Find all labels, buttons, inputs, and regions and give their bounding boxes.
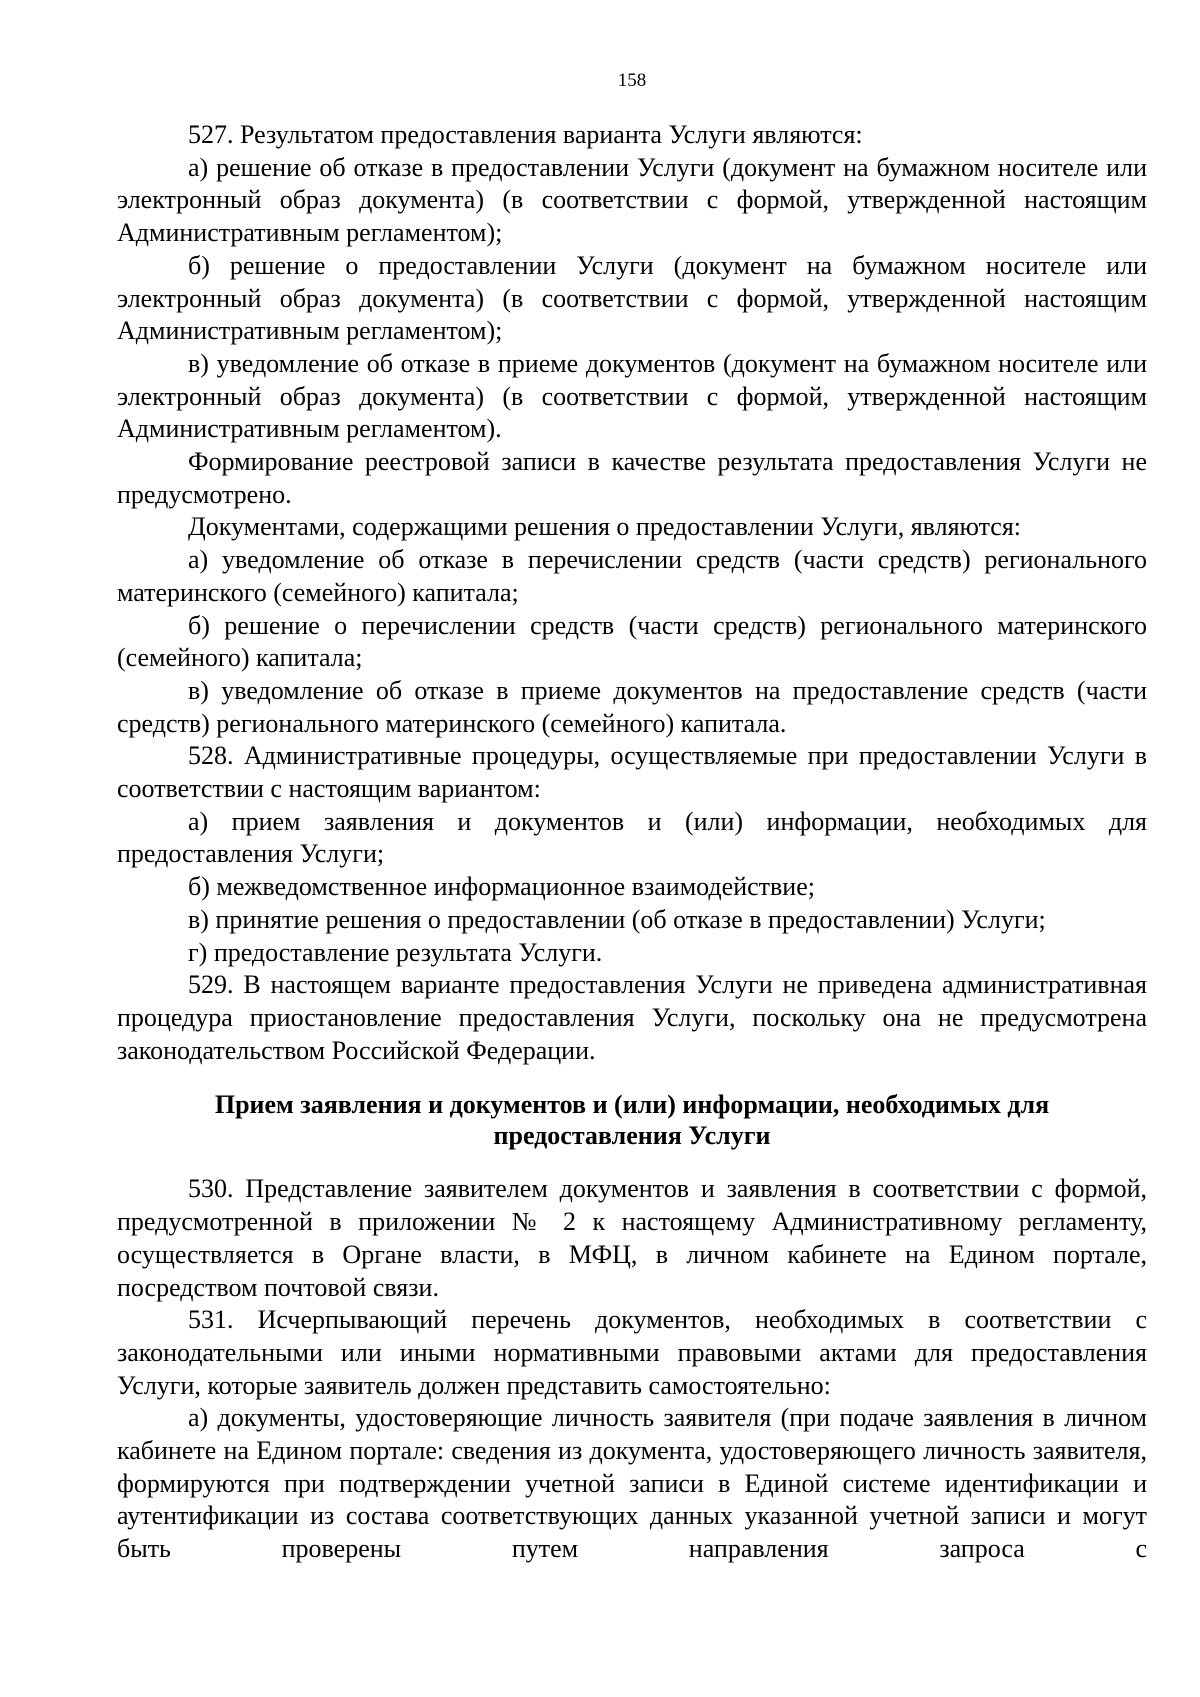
paragraph-528-b: б) межведомственное информационное взаимодействие; bbox=[188, 872, 815, 902]
page-number: 158 bbox=[617, 70, 647, 91]
paragraph-decision-docs-a: а) уведомление об отказе в перечислении средств (части средств) регионального материнского (семейного) капитала; bbox=[117, 545, 1147, 607]
paragraph-527-v: в) уведомление об отказе в приеме документов (документ на бумажном носителе или электронный образ документа) (в соответствии с формой, утвержденной настоящим Административным регламентом). bbox=[117, 348, 1147, 444]
paragraph-decision-docs-v: в) уведомление об отказе в приеме документов на предоставление средств (части средств) регионального материнского (семейного) капитала. bbox=[117, 675, 1147, 738]
paragraph-decision-docs-b: б) решение о перечислении средств (части средств) регионального материнского (семейного) капитала; bbox=[117, 610, 1147, 673]
paragraph-registry-note: Формирование реестровой записи в качестве результата предоставления Услуги не предусмотрено. bbox=[117, 447, 1147, 509]
paragraph-528-a: а) прием заявления и документов и (или) информации, необходимых для предоставления Услуги; bbox=[117, 806, 1147, 869]
paragraph-528-v: в) принятие решения о предоставлении (об отказе в предоставлении) Услуги; bbox=[188, 904, 1046, 934]
paragraph-decision-docs: Документами, содержащими решения о предоставлении Услуги, являются: bbox=[188, 512, 1022, 542]
paragraph-527: 527. Результатом предоставления варианта Услуги являются: bbox=[188, 120, 863, 149]
section-heading bbox=[117, 1089, 1147, 1151]
section-heading-line-1: Прием заявления и документов и (или) информации, необходимых для bbox=[214, 1090, 1050, 1120]
paragraph-531-a: а) документы, удостоверяющие личность заявителя (при подаче заявления в личном кабинете на Едином портале: сведения из документа, удостоверяющего личность заявителя, формируются при подтверждении учетной записи в Единой системе идентификации и аутентификации из состава соответствующих данных указанной учетной записи и могут быть проверены путем направления запроса с bbox=[117, 1403, 1147, 1564]
paragraph-530: 530. Представление заявителем документов и заявления в соответствии с формой, предусмотренной в приложении № 2 к настоящему Административному регламенту, осуществляется в Органе власти, в МФЦ, в личном кабинете на Едином портале, посредством почтовой связи. bbox=[117, 1174, 1147, 1302]
paragraph-527-b: б) решение о предоставлении Услуги (документ на бумажном носителе или электронный образ документа) (в соответствии с формой, утвержденной настоящим Административным регламентом); bbox=[117, 250, 1147, 346]
paragraph-528-g: г) предоставление результата Услуги. bbox=[188, 937, 603, 967]
paragraph-531: 531. Исчерпывающий перечень документов, необходимых в соответствии с законодательными или иными нормативными правовыми актами для предоставления Услуги, которые заявитель должен представить самостоятельно: bbox=[117, 1305, 1147, 1400]
paragraph-529: 529. В настоящем варианте предоставления Услуги не приведена административная процедура приостановление предоставления Услуги, поскольку она не предусмотрена законодательством Российской Федерации. bbox=[117, 970, 1147, 1065]
section-heading-line-2: предоставления Услуги bbox=[493, 1121, 771, 1151]
paragraph-528: 528. Административные процедуры, осуществляемые при предоставлении Услуги в соответствии с настоящим вариантом: bbox=[117, 741, 1147, 804]
document-body bbox=[117, 119, 1147, 1566]
paragraph-527-a: а) решение об отказе в предоставлении Услуги (документ на бумажном носителе или электронный образ документа) (в соответствии с формой, утвержденной настоящим Административным регламентом); bbox=[117, 152, 1147, 248]
